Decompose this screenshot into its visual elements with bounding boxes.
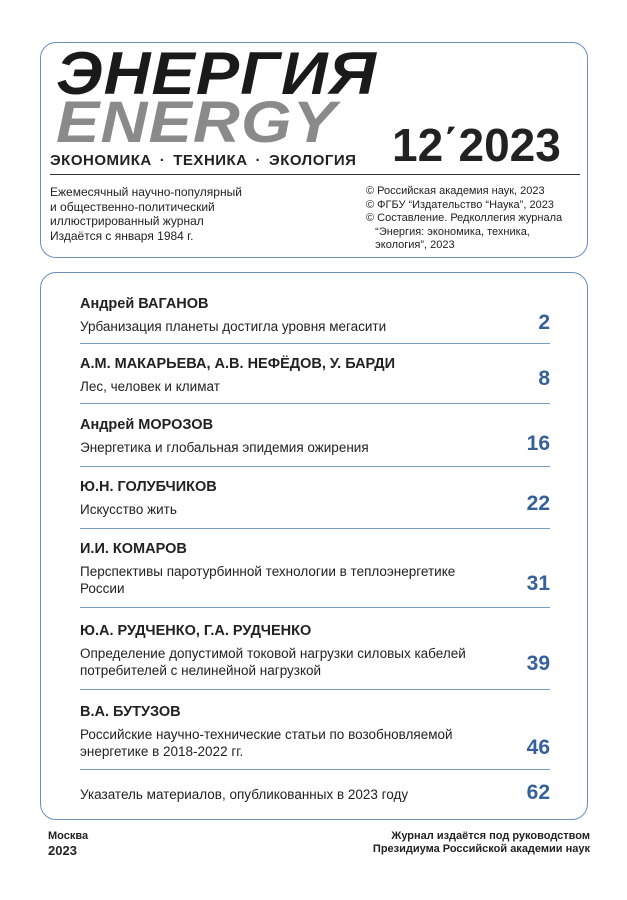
toc-entry[interactable] — [80, 478, 550, 529]
description-line: Издаётся с января 1984 г. — [50, 228, 194, 243]
toc-page-number: 46 — [526, 736, 550, 759]
toc-title: Российские научно-технические статьи по возобновляемой энергетике в 2018-2022 гг. — [80, 727, 453, 759]
toc-author: В.А. БУТУЗОВ — [80, 704, 181, 720]
copyright-line: “Энергия: экономика, техника, — [366, 225, 530, 238]
copyright-line: © ФГБУ “Издательство “Наука”, 2023 — [366, 198, 554, 211]
toc-page-number: 2 — [538, 311, 550, 334]
journal-title-ru: ЭНЕРГИЯ — [56, 40, 377, 107]
toc-page-number: 62 — [526, 781, 550, 804]
toc-author: И.И. КОМАРОВ — [80, 541, 187, 557]
toc-page-number: 39 — [526, 652, 550, 675]
header-divider — [50, 174, 580, 175]
toc-entry[interactable] — [80, 703, 550, 770]
journal-title-en: ENERGY — [56, 90, 338, 155]
toc-title: Искусство жить — [80, 502, 177, 517]
journal-description — [50, 185, 290, 243]
copyright-line: © Российская академия наук, 2023 — [366, 185, 545, 197]
toc-author: Андрей МОРОЗОВ — [80, 417, 214, 433]
toc-page-number: 22 — [526, 492, 550, 515]
toc-entry-index[interactable] — [80, 781, 550, 809]
publisher-note-line: Журнал издаётся под руководством — [391, 830, 590, 842]
toc-page-number: 16 — [526, 432, 550, 455]
copyright-block — [366, 185, 581, 253]
toc-entry[interactable] — [80, 540, 550, 608]
toc-page-number: 31 — [526, 572, 550, 595]
toc-author: Ю.А. РУДЧЕНКО, Г.А. РУДЧЕНКО — [80, 623, 312, 639]
toc-entry[interactable] — [80, 355, 550, 404]
tagline-ecology: ЭКОЛОГИЯ — [269, 152, 357, 169]
toc-entry[interactable] — [80, 622, 550, 690]
tagline-technology: ТЕХНИКА — [173, 152, 248, 169]
description-line: иллюстрированный журнал — [50, 214, 204, 228]
toc-entry[interactable] — [80, 295, 550, 344]
journal-tagline — [50, 152, 356, 169]
tagline-economics: ЭКОНОМИКА — [50, 152, 152, 169]
toc-title: Определение допустимой токовой нагрузки силовых кабелей потребителей с нелинейной нагрузкой — [80, 646, 466, 678]
toc-title: Урбанизация планеты достигла уровня мегасити — [80, 319, 387, 334]
issue-number: 12΄2023 — [392, 119, 561, 171]
toc-entry[interactable] — [80, 416, 550, 467]
toc-title: Энергетика и глобальная эпидемия ожирения — [80, 440, 369, 455]
toc-title: Лес, человек и климат — [80, 379, 220, 394]
toc-author: А.М. МАКАРЬЕВА, А.В. НЕФЁДОВ, У. БАРДИ — [80, 356, 396, 372]
publisher-note-line: Президиума Российской академии наук — [372, 843, 590, 855]
publisher-note — [360, 830, 590, 856]
toc-title: Перспективы паротурбинной технологии в теплоэнергетике России — [80, 564, 456, 596]
toc-title: Указатель материалов, опубликованных в 2023 году — [80, 787, 409, 802]
tagline-separator: · — [255, 152, 262, 169]
toc-author: Ю.Н. ГОЛУБЧИКОВ — [80, 479, 217, 495]
tagline-separator: · — [159, 152, 166, 169]
publication-city: Москва — [48, 830, 89, 842]
publication-year: 2023 — [48, 843, 77, 858]
description-line: Ежемесячный научно-популярный — [50, 185, 242, 199]
toc-page-number: 8 — [538, 367, 550, 390]
toc-author: Андрей ВАГАНОВ — [80, 296, 209, 312]
copyright-line: экология”, 2023 — [366, 239, 455, 251]
description-line: и общественно-политический — [50, 199, 215, 214]
copyright-line: © Составление. Редколлегия журнала — [366, 212, 563, 224]
